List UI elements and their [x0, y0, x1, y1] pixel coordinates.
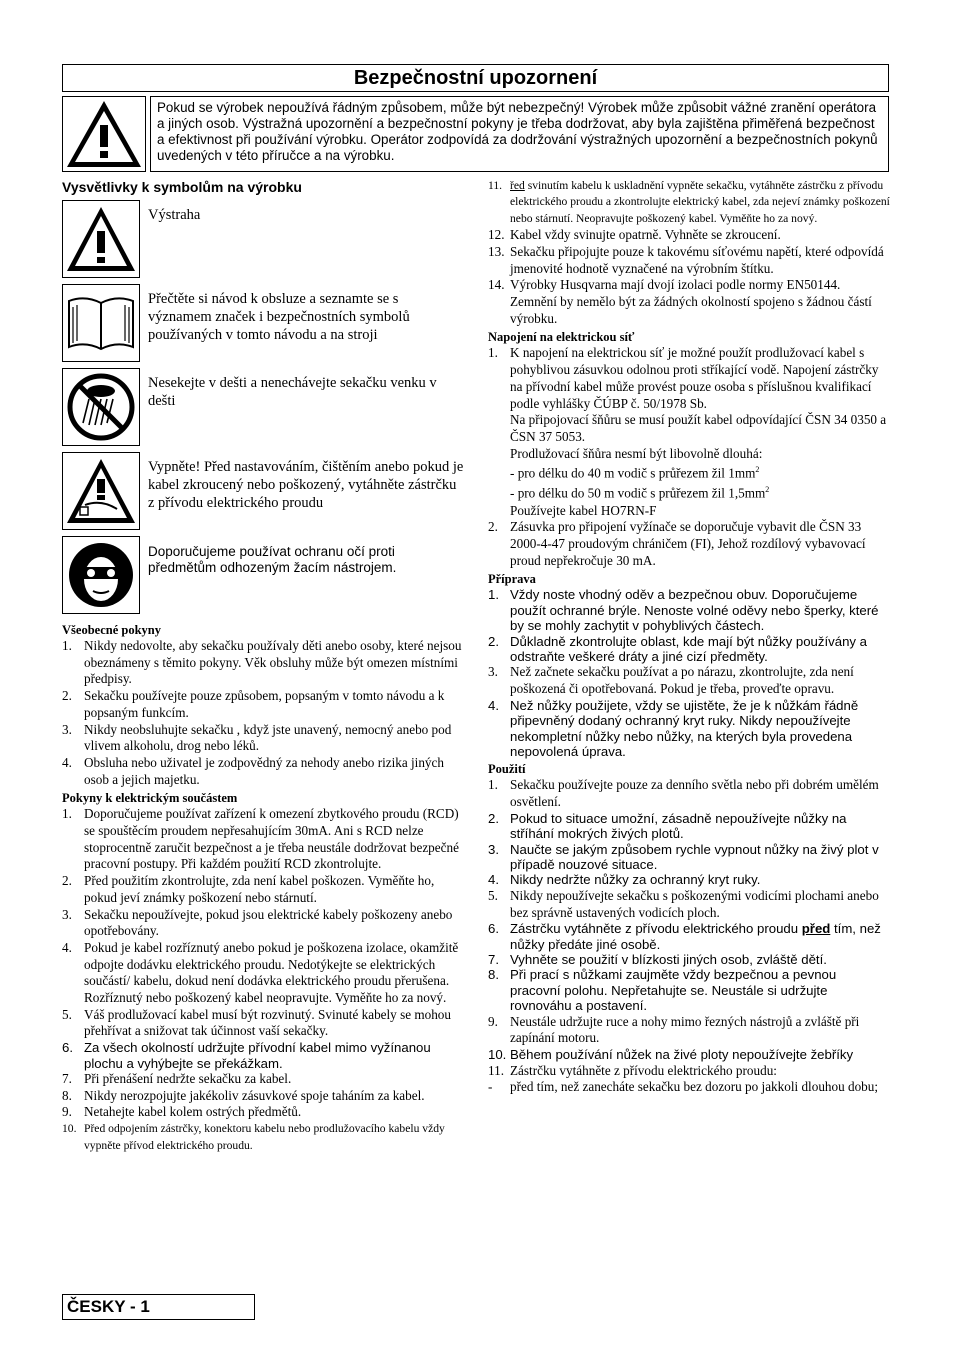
symbols-heading: Vysvětlivky k symbolům na výrobku — [62, 179, 302, 195]
list-item: 10. Během používání nůžek na živé ploty nepoužívejte žebříky — [488, 1047, 854, 1063]
list-item: 2. Důkladně zkontrolujte oblast, kde mají být nůžky používány a odstraňte veškeré dráty a jiné cizí předměty. — [488, 633, 867, 664]
symbol-text: Vypněte! Před nastavováním, čištěním anebo pokud je kabel zkroucený nebo poškozený, vytáhněte zástrčku z přívodu elektrického proudu — [148, 459, 464, 511]
prep-list — [488, 587, 890, 759]
list-item: 9. Neustále udržujte ruce a nohy mimo řezných nástrojů a zvláště při zapínání motoru. — [488, 1013, 860, 1046]
list-item: 4. Než nůžky použijete, vždy se ujistěte, že je k nůžkám řádně připevněný dodaný ochranný kryt ruky. Nikdy nepoužívejte nekompletní nůžky nebo nůžky, na kterých byla provedena nepovolená úprava. — [488, 697, 859, 760]
page-title: Bezpečnostní upozornení — [62, 64, 889, 92]
open-book-icon — [63, 285, 139, 361]
list-item: 2. Pokud to situace umožní, zásadně nepoužívejte nůžky na stříhání mokrých živých plotů. — [488, 810, 847, 842]
page-footer: ČESKY - 1 — [62, 1294, 255, 1320]
list-item: 3. Naučte se jakým způsobem rychle vypnout nůžky na živý plot v případě nouzové situace. — [488, 841, 879, 873]
list-item: 1. Sekačku používejte pouze za denního světla nebo při dobrém umělém osvětlení. — [488, 777, 879, 810]
list-item: 1. Vždy noste vhodný oděv a bezpečnou obuv. Doporučujeme použít ochranné brýle. Nenoste volné oděvy nebo šperky, které by se mohly zachytit v pohyblivých částech. — [488, 587, 879, 634]
list-item: 6. Zástrčku vytáhněte z přívodu elektrického proudu před tím, než nůžky předáte jiné osobě. — [488, 921, 881, 952]
electric-list-continued — [488, 178, 890, 327]
warning-triangle-icon — [63, 201, 139, 277]
list-item: 5. Váš prodlužovací kabel musí být rozvinutý. Svinuté kabely se mohou přehřívat a snižovat tak účinnost vaší sekačky. — [62, 1006, 451, 1039]
symbol-text: Přečtěte si návod k obsluze a seznamte se s významem značek i bezpečnostních symbolů používaných v tomto návodu a na stroji — [148, 291, 410, 343]
use-list — [488, 777, 890, 1096]
intro-warning-icon-box — [62, 96, 146, 172]
prep-heading: Příprava — [488, 572, 536, 587]
list-item: 11. Zástrčku vytáhněte z přívodu elektrického proudu: — [488, 1062, 777, 1078]
list-item: 1. Doporučujeme používat zařízení k omezení zbytkového proudu (RCD) se spouštěcím proudem nepřesahujícím 30mA. Ani s RCD nelze stoprocentně zaručit bezpečnost a je třeba neustále dodržovat bezpečné pracovní postupy. Při každém použití RCD zkontrolujte. — [62, 806, 459, 872]
symbol-row — [62, 452, 464, 536]
symbol-text: Doporučujeme používat ochranu očí proti předmětům odhozeným žacím nástrojem. — [148, 544, 397, 575]
list-item: 4. Pokud je kabel rozříznutý anebo pokud je poškozena izolace, okamžitě odpojte dodávku elektrického proudu. Nedotýkejte se elektrických součástí/ kabelu, dokud není dodávka elektrického proudu přerušena. Rozříznutý nebo poškozený kabel neopravujte. Vyměňte ho za nový. — [62, 939, 459, 1006]
electric-list — [62, 806, 464, 1154]
list-item: 7. Při přenášení nedržte sekačku za kabel. — [62, 1070, 292, 1086]
symbol-row — [62, 200, 464, 284]
list-item: 2. Sekačku používejte pouze způsobem, popsaným v tomto návodu a k popsaným funkcím. — [62, 688, 445, 720]
list-item: - před tím, než zanecháte sekačku bez dozoru po jakkoli dlouhou dobu; — [488, 1079, 879, 1095]
no-rain-icon — [63, 369, 139, 445]
list-item: 2. Zásuvka pro připojení vyžínače se doporučuje vybavit dle ČSN 33 2000-4-47 proudovým chráničem (FI), Jehož rozdílový vybavovací proud nepřekročuje 30 mA. — [488, 519, 866, 568]
intro-warning-text: Pokud se výrobek nepoužívá řádným způsobem, může být nebezpečný! Výrobek může způsobit vážné zranění operátora a jiných osob. Výstražná upozornění a bezpečnostní pokyny je třeba dodržovat, aby byla zajištěna přiměřená bezpečnost a efektivnost při používání výrobku. Operátor zodpovídá za dodržování výstražných upozornění a bezpečnostních pokynů uvedených v této příručce a na výrobku. — [150, 96, 889, 172]
eye-protection-icon — [63, 537, 139, 613]
use-heading: Použití — [488, 762, 526, 777]
list-item: 8. Nikdy nerozpojujte jakékoliv zásuvkové spoje taháním za kabel. — [62, 1087, 425, 1103]
list-item: 3. Nikdy neobsluhujte sekačku , když jste unavený, nemocný anebo pod vlivem alkoholu, drog nebo léků. — [62, 721, 452, 754]
list-item: 6. Za všech okolností udržujte přívodní kabel mimo vyžínanou plochu a vyhýbejte se překážkam. — [62, 1040, 431, 1071]
right-column — [488, 178, 890, 1096]
list-item: 1. Nikdy nedovolte, aby sekačku používaly děti anebo osoby, které nejsou obeznámeny s těmito pokyny. Věk obsluhy může být omezen místními předpisy. — [62, 638, 462, 687]
list-item: 9. Netahejte kabel kolem ostrých předmětů. — [62, 1104, 302, 1120]
mains-list — [488, 345, 890, 569]
unplug-warning-icon — [63, 453, 139, 529]
list-item: 3. Sekačku nepoužívejte, pokud jsou elektrické kabely poškozeny anebo opotřebovány. — [62, 906, 453, 939]
list-item: 14. Výrobky Husqvarna mají dvojí izolaci podle normy EN50144. Zemnění by nemělo být za žádných okolností spojeno s žádnou částí výrobku. — [488, 277, 872, 326]
left-column — [62, 178, 464, 1154]
list-item: 5. Nikdy nepoužívejte sekačku s poškozenými vodicími plochami anebo bez správně ustavených vodicích ploch. — [488, 887, 879, 920]
list-item: 1. K napojení na elektrickou síť je možné použít prodlužovací kabel s pohyblivou zásuvkou odolnou proti stříkající vodě. Napojení zástrčky na přívodní kabel může provést pouze osoba s příslušnou kvalifikací podle vyhlášky ČÚBP č. 50/1978 Sb. Na připojovací šňůru se musí použít kabel odpovídající ČSN 34 0350 a ČSN 37 5053. Prodlužovací šňůra nesmí být libovolně dlouhá: - pro délku do 40 m vodič s průřezem žil $1mm^2$ - pro délku do 50 m vodič s průřezem žil $1,5mm^2$ Používejte kabel HO7RN-F — [488, 345, 887, 518]
list-item: 8. Při prací s nůžkami zaujměte vždy bezpečnou a pevnou pracovní polohu. Nepřetahujte se. Neustále si udržujte rovnováhu a postavení. — [488, 967, 837, 1014]
symbol-row — [62, 284, 464, 368]
symbol-row — [62, 536, 464, 620]
general-heading: Všeobecné pokyny — [62, 623, 161, 637]
list-item: 12. Kabel vždy svinujte opatrně. Vyhněte se zkroucení. — [488, 227, 781, 243]
list-item: 11. řed svinutím kabelu k uskladnění vypněte sekačku, vytáhněte zástrčku z přívodu elektrického proudu a zkontrolujte elektrický kabel, zda nejeví známky poškození nebo stárnutí. Neopravujte poškozený kabel. Vyměňte ho za nový. — [488, 179, 890, 225]
mains-heading: Napojení na elektrickou síť — [488, 330, 635, 345]
warning-triangle-icon — [63, 97, 145, 171]
symbol-text: Výstraha — [148, 207, 201, 223]
list-item: 7. Vyhněte se použití v blízkosti jiných osob, zvláště dětí. — [488, 952, 827, 968]
list-item: 4. Obsluha nebo uživatel je zodpovědný za nehody anebo rizika jiných osob a jejich majetku. — [62, 754, 444, 787]
list-item: 10. Před odpojením zástrčky, konektoru kabelu nebo prodlužovacího kabelu vždy vypněte přívod elektrického proudu. — [62, 1122, 445, 1152]
general-list — [62, 638, 464, 788]
list-item: 3. Než začnete sekačku používat a po nárazu, zkontrolujte, zda není poškozená či opotřebovaná. Pokud je třeba, proveďte opravu. — [488, 664, 854, 697]
symbol-text: Nesekejte v dešti a nenechávejte sekačku venku v dešti — [148, 375, 437, 409]
list-item: 13. Sekačku připojujte pouze k takovému síťovému napětí, které odpovídá jmenovité hodnotě vyznačené na výrobním štítku. — [488, 243, 884, 276]
list-item: 2. Před použitím zkontrolujte, zda není kabel poškozen. Vyměňte ho, pokud jeví známky poškození nebo stárnutí. — [62, 873, 435, 905]
symbol-row — [62, 368, 464, 452]
electric-heading: Pokyny k elektrickým součástem — [62, 791, 238, 806]
list-item: 4. Nikdy nedržte nůžky za ochranný kryt ruky. — [488, 872, 761, 888]
